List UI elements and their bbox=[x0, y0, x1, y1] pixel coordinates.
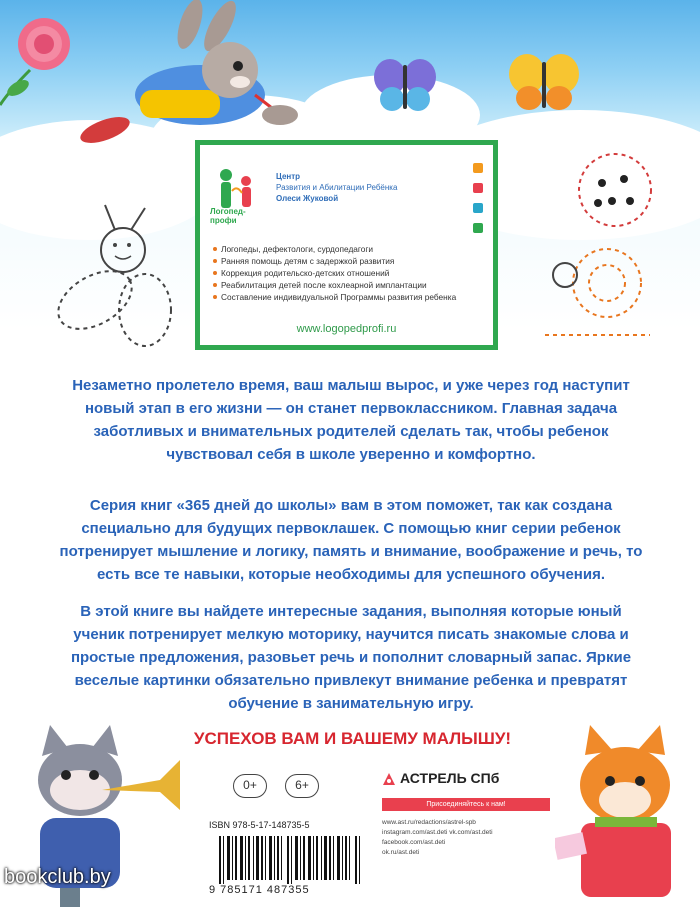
website-link[interactable]: www.logopedprofi.ru bbox=[296, 323, 397, 335]
astrel-logo-icon bbox=[382, 772, 396, 786]
dotted-ladybug-drawing bbox=[560, 135, 670, 245]
publisher-links bbox=[382, 818, 557, 858]
butterfly-yellow-illustration bbox=[505, 50, 585, 115]
butterfly-blue-illustration bbox=[370, 55, 440, 115]
barcode-block bbox=[203, 818, 378, 907]
service-item: Логопеды, дефектологи, сурдопедагоги bbox=[212, 243, 487, 255]
center-title bbox=[276, 171, 397, 204]
barcode-icon bbox=[219, 836, 364, 884]
dotted-bee-drawing bbox=[35, 200, 195, 360]
publisher-link[interactable]: facebook.com/ast.deti bbox=[382, 839, 446, 846]
social-icon[interactable] bbox=[473, 163, 483, 173]
center-title-line: Олеси Жуковой bbox=[276, 194, 339, 203]
social-icon[interactable] bbox=[473, 203, 483, 213]
intro-paragraph: Незаметно пролетело время, ваш малыш вырос, и уже через год наступит новый этап в его жизни — он станет первоклассником. Главная задача заботливых и внимательных родителей сделать так, чтобы ребенок чувствовал себя в школе уверенно и комфортно. bbox=[72, 377, 630, 463]
logo-caption: Логопед-профи bbox=[210, 207, 246, 225]
book-paragraph: В этой книге вы найдете интересные задания, выполняя которые юный ученик потренирует мелкую моторику, научится писать знакомые слова и простые предложения, разовьет речь и пополнит словарный запас. Яркие веселые картинки обязательно привлекут внимание ребенка и превратят обучение в занимательную игру. bbox=[70, 603, 632, 712]
social-icon[interactable] bbox=[473, 183, 483, 193]
age-mark-0plus: 0+ bbox=[233, 774, 267, 798]
center-title-line: Развития и Абилитации Ребёнка bbox=[276, 183, 398, 192]
isbn: ISBN 978-5-17-148735-5 bbox=[209, 820, 310, 830]
age-mark-6plus: 6+ bbox=[285, 774, 319, 798]
slogan: УСПЕХОВ ВАМ И ВАШЕМУ МАЛЫШУ! bbox=[193, 729, 512, 748]
series-paragraph: Серия книг «365 дней до школы» вам в этом поможет, так как создана специально для будущих первоклашек. С помощью книг серии ребенок потренирует мышление и логику, память и внимание, воображение и речь, то есть все те навыки, которые необходимы для успешного обучения. bbox=[59, 497, 643, 583]
services-list bbox=[212, 243, 487, 303]
service-item: Реабилитация детей после кохлеарной имплантации bbox=[212, 279, 487, 291]
barcode-number: 9 785171 487355 bbox=[209, 884, 310, 896]
publisher-link[interactable]: ok.ru/ast.deti bbox=[382, 849, 420, 856]
social-icon[interactable] bbox=[473, 223, 483, 233]
service-item: Ранняя помощь детям с задержкой развития bbox=[212, 255, 487, 267]
publisher-link[interactable]: instagram.com/ast.deti vk.com/ast.deti bbox=[382, 829, 493, 836]
join-us-banner[interactable]: Присоединяйтесь к нам! bbox=[382, 798, 550, 811]
logoped-profi-ad-box bbox=[195, 140, 498, 350]
service-item: Составление индивидуальной Программы развития ребенка bbox=[212, 291, 487, 303]
watermark: bookclub.by bbox=[4, 866, 111, 888]
dotted-snail-drawing bbox=[535, 235, 665, 345]
publisher-link[interactable]: www.ast.ru/redactions/astrel-spb bbox=[382, 819, 476, 826]
publisher-name: АСТРЕЛЬ СПб bbox=[400, 770, 500, 786]
social-icons bbox=[473, 163, 483, 243]
fox-illustration bbox=[555, 725, 700, 907]
center-title-line: Центр bbox=[276, 172, 301, 181]
service-item: Коррекция родительско-детских отношений bbox=[212, 267, 487, 279]
